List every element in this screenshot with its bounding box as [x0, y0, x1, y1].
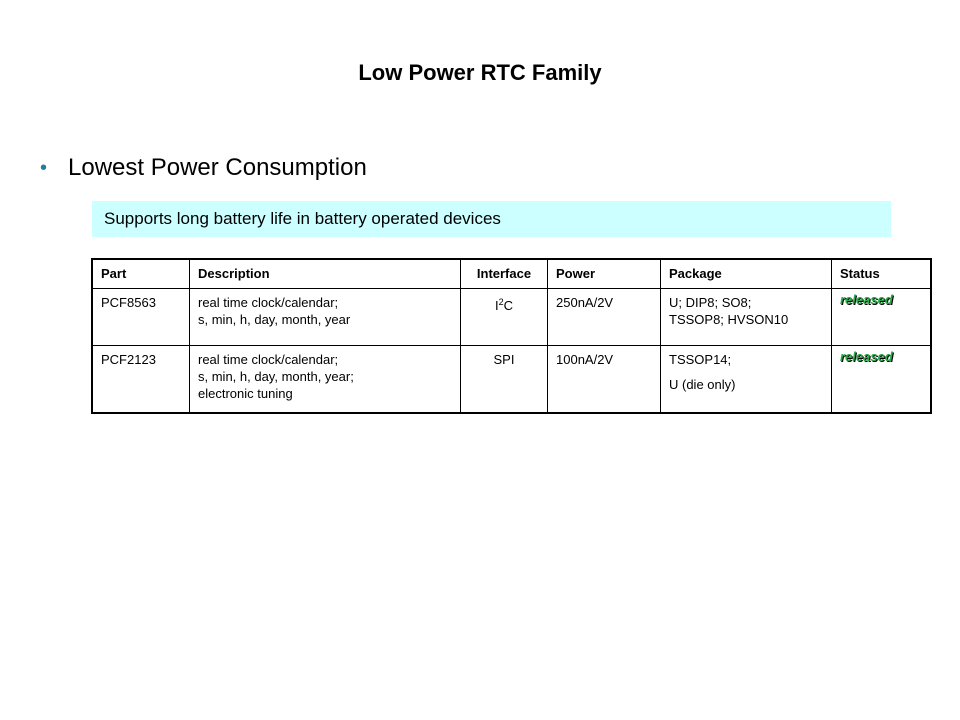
cell-description	[190, 289, 461, 346]
cell-interface: SPI	[461, 346, 548, 414]
rtc-spec-table	[91, 258, 932, 414]
cell-package	[661, 346, 832, 414]
cell-description	[190, 346, 461, 414]
package-line: TSSOP8; HVSON10	[669, 312, 789, 327]
header-package: Package	[661, 259, 832, 289]
header-status: Status	[832, 259, 932, 289]
cell-status	[832, 289, 932, 346]
slide-title: Low Power RTC Family	[358, 60, 602, 85]
status-badge: released	[840, 292, 893, 307]
status-badge: released	[840, 349, 893, 364]
description-line: s, min, h, day, month, year;	[198, 369, 354, 384]
interface-text: I	[494, 298, 499, 313]
cell-power: 250nA/2V	[548, 289, 661, 346]
table-header-row	[92, 259, 931, 289]
bullet-dot-icon: •	[40, 156, 48, 179]
interface-text: C	[503, 298, 514, 313]
cell-power: 100nA/2V	[548, 346, 661, 414]
package-line: U; DIP8; SO8;	[669, 295, 752, 310]
description-line: electronic tuning	[198, 386, 293, 401]
interface-superscript: 2	[498, 297, 504, 307]
description-line: s, min, h, day, month, year	[198, 312, 351, 327]
header-power: Power	[548, 259, 661, 289]
description-line: real time clock/calendar;	[198, 295, 339, 310]
package-line: U (die only)	[669, 377, 736, 392]
cell-package	[661, 289, 832, 346]
package-line: TSSOP14;	[669, 352, 732, 367]
bullet-text: Lowest Power Consumption	[68, 154, 367, 181]
table-row	[92, 289, 931, 346]
table-row	[92, 346, 931, 414]
cell-interface	[461, 289, 548, 346]
callout-box: Supports long battery life in battery operated devices	[92, 201, 891, 237]
cell-status	[832, 346, 932, 414]
description-line: real time clock/calendar;	[198, 352, 339, 367]
cell-part: PCF2123	[92, 346, 190, 414]
header-description: Description	[190, 259, 461, 289]
header-interface: Interface	[461, 259, 548, 289]
header-part: Part	[92, 259, 190, 289]
cell-part: PCF8563	[92, 289, 190, 346]
bullet-item	[40, 154, 367, 182]
